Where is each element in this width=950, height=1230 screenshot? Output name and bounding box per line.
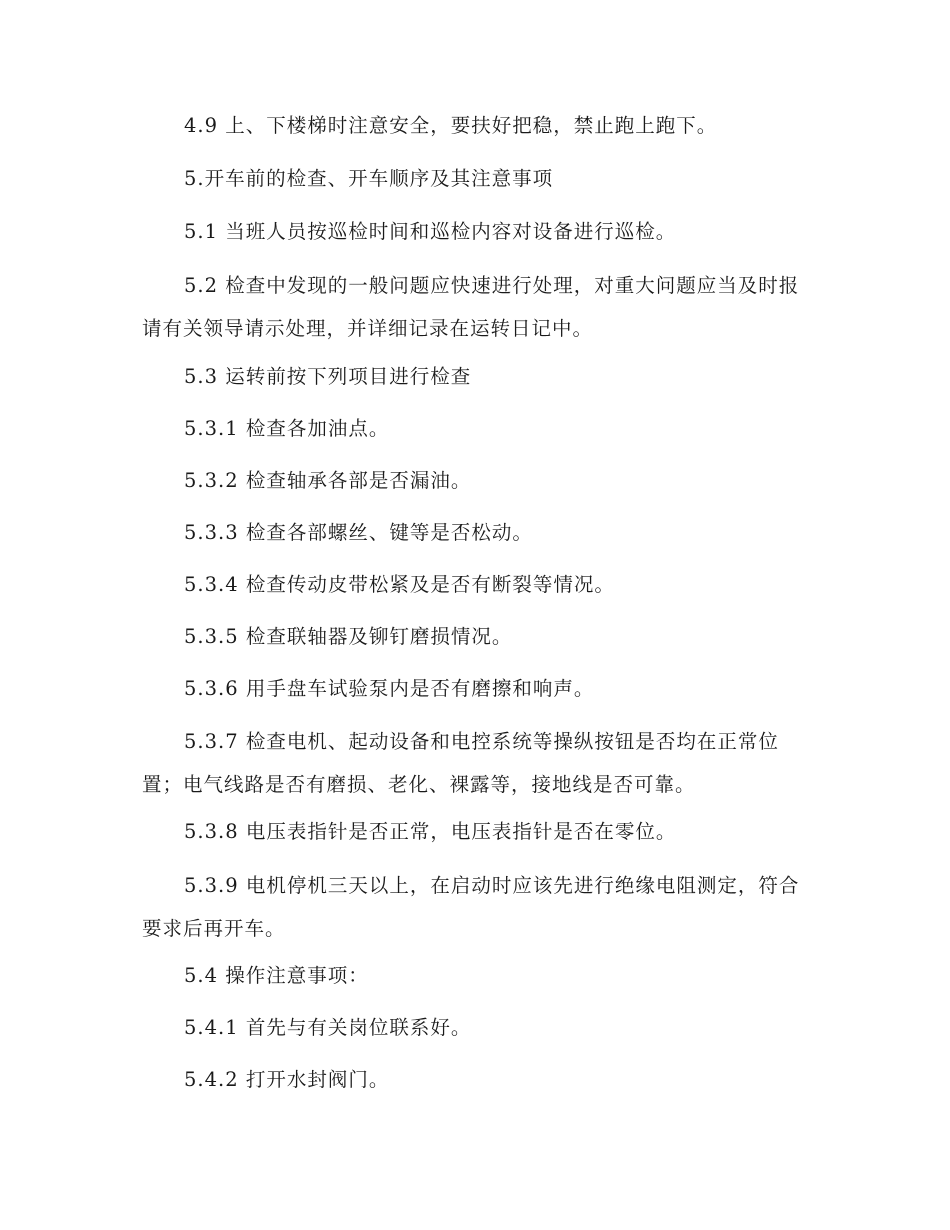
paragraph-5-4-1: 5.4.1 首先与有关岗位联系好。 <box>184 1016 472 1039</box>
paragraph-5-3-6: 5.3.6 用手盘车试验泵内是否有磨擦和响声。 <box>184 677 595 700</box>
paragraph-5-3-4: 5.3.4 检查传动皮带松紧及是否有断裂等情况。 <box>184 573 615 596</box>
paragraph-4-9: 4.9 上、下楼梯时注意安全，要扶好把稳，禁止跑上跑下。 <box>184 114 718 137</box>
paragraph-5-4-2: 5.4.2 打开水封阀门。 <box>184 1068 390 1091</box>
paragraph-5-3-9: 5.3.9 电机停机三天以上，在启动时应该先进行绝缘电阻测定，符合要求后再开车。 <box>142 874 800 940</box>
paragraph-5-4: 5.4 操作注意事项： <box>184 964 369 987</box>
paragraph-5-3-7: 5.3.7 检查电机、起动设备和电控系统等操纵按钮是否均在正常位置；电气线路是否有磨损、老化、裸露等，接地线是否可靠。 <box>142 730 779 796</box>
paragraph-5-3: 5.3 运转前按下列项目进行检查 <box>184 365 472 388</box>
paragraph-5-3-2: 5.3.2 检查轴承各部是否漏油。 <box>184 469 472 492</box>
section-heading-5: 5.开车前的检查、开车顺序及其注意事项 <box>184 167 554 190</box>
paragraph-5-3-3: 5.3.3 检查各部螺丝、键等是否松动。 <box>184 521 533 544</box>
paragraph-5-3-5: 5.3.5 检查联轴器及铆钉磨损情况。 <box>184 625 513 648</box>
paragraph-5-3-8: 5.3.8 电压表指针是否正常，电压表指针是否在零位。 <box>184 820 677 843</box>
paragraph-5-2: 5.2 检查中发现的一般问题应快速进行处理，对重大问题应当及时报请有关领导请示处理，并详细记录在运转日记中。 <box>142 274 800 340</box>
paragraph-5-3-1: 5.3.1 检查各加油点。 <box>184 417 390 440</box>
paragraph-5-1: 5.1 当班人员按巡检时间和巡检内容对设备进行巡检。 <box>184 220 677 243</box>
